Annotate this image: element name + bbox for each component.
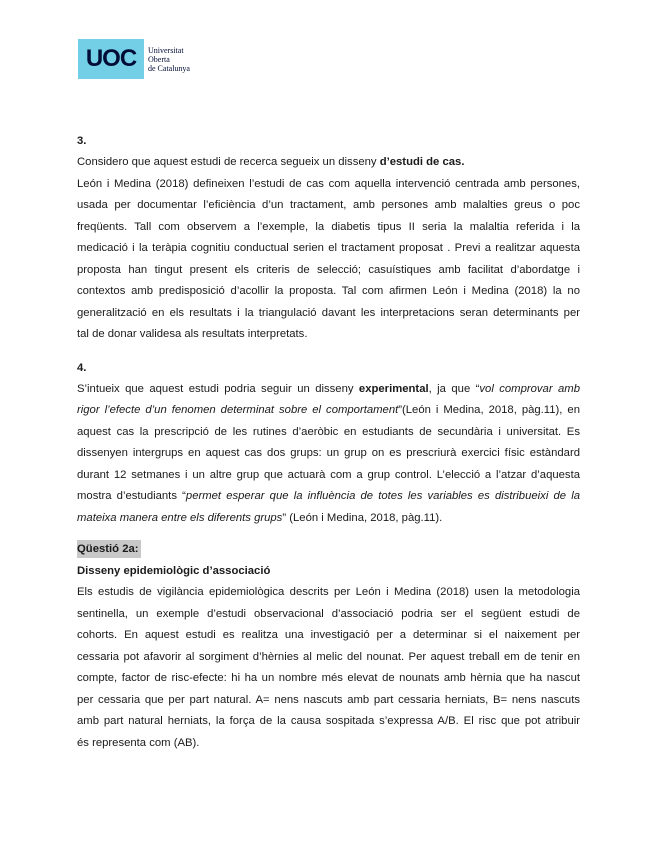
paragraph-line: aquest cas la prescripció de les rutines d’aeròbic en estudiants de secundària i universitat. Es xyxy=(77,425,580,438)
paragraph-line: durant 12 setmanes i un altre grup que actuarà com a grup control. L’elecció a l’atzar d’aquesta xyxy=(77,468,580,481)
text-run-italic: mateixa manera entre els diferents grups xyxy=(77,511,283,524)
question-2a-heading-row xyxy=(77,538,580,560)
section-4 xyxy=(77,379,580,530)
paragraph-line: freqüents. Tall com observem a l’exemple, la diabetis tipus II seria la malaltia referida i la xyxy=(77,220,580,233)
paragraph-line: sentinella, un exemple d’estudi observacional d’associació podria ser el següent estudi de xyxy=(77,607,580,620)
text-run-italic: rigor l’efecte d’un fenomen determinat sobre el comportament xyxy=(77,404,399,416)
logo-line-1: Universitat xyxy=(148,45,184,55)
paragraph-line: compte, factor de risc-efecte: hi ha un nombre més elevat de nounats amb hèrnia que ha nascut xyxy=(77,672,580,684)
section-3-number: 3. xyxy=(77,135,87,147)
section-3 xyxy=(77,152,580,346)
question-2a-heading: Qüestió 2a: xyxy=(77,540,141,558)
text-run-italic: vol comprovar amb xyxy=(479,382,580,395)
paragraph-line: generalització en els resultats i la triangulació davant les interpretacions seran determinants per xyxy=(77,306,580,319)
uoc-logo xyxy=(78,38,190,80)
paragraph-line: dissenyen intergrups en aquest cas dos grups: un grup on es prescriurà exercici físic estàndard xyxy=(77,447,580,459)
section-3-intro xyxy=(77,152,580,174)
text-run: mostra d’estudiants “ xyxy=(77,490,186,502)
text-run: S’intueix que aquest estudi podria seguir un disseny xyxy=(77,382,359,395)
paragraph-line: amb part natural herniats, la força de la causa sospitada s’expressa A/B. El risc que pot atribuir xyxy=(77,715,580,727)
paragraph-line: Els estudis de vigilància epidemiològica descrits per León i Medina (2018) usen la metodologia xyxy=(77,586,580,598)
text-run: ”(León i Medina, 2018, pàg.11), en xyxy=(398,404,580,416)
paragraph-line xyxy=(77,400,580,422)
paragraph-line: León i Medina (2018) defineixen l’estudi de cas com aquella intervenció centrada amb persones, xyxy=(77,177,580,190)
section-4-number: 4. xyxy=(77,361,87,374)
paragraph-line: proposta han tingut present els criteris de selecció; casuístiques amb facilitat d’abordatge i xyxy=(77,263,580,276)
paragraph-line: cessaria pot afavorir al sorgiment d’hèrnies al melic del nounat. Per aquest treball em de tenir en xyxy=(77,650,580,663)
paragraph-line: contextos amb predisposició d’acollir la proposta. Tal com afirmen León i Medina (2018) la no xyxy=(77,285,580,297)
paragraph-line xyxy=(77,486,580,508)
document-body xyxy=(77,130,580,754)
paragraph-line: tal de donar validesa als resultats interpretats. xyxy=(77,328,308,340)
paragraph-line: usada per documentar l’eficiència d’un tractament, amb persones amb malalties greus o poc xyxy=(77,199,580,211)
question-2a-body xyxy=(77,582,580,754)
paragraph-line xyxy=(77,379,580,401)
text-run-italic: permet esperar que la influència de totes les variables es distribueixi de la xyxy=(185,490,580,502)
logo-line-2: Oberta xyxy=(148,54,170,64)
text-run-bold: experimental xyxy=(358,382,429,395)
paragraph-line: cohorts. En aquest estudi es realitza una investigació per a determinar si el naixement per xyxy=(77,629,580,641)
text-run: ” (León i Medina, 2018, pàg.11). xyxy=(282,511,443,524)
section-3-intro-text: Considero que aquest estudi de recerca segueix un disseny xyxy=(77,156,380,168)
uoc-logo-text xyxy=(148,46,190,73)
question-2a-subtitle: Disseny epidemiològic d’associació xyxy=(77,565,271,577)
paragraph-line xyxy=(77,508,580,530)
logo-line-3: de Catalunya xyxy=(148,63,190,73)
paragraph-line: per cessaria que per part natural. A= nens nascuts amb part cessaria herniats, B= nens nascuts xyxy=(77,693,580,706)
section-3-intro-bold: d’estudi de cas. xyxy=(379,156,465,168)
paragraph-line: és representa com (AB). xyxy=(77,736,200,749)
text-run: , ja que “ xyxy=(428,382,480,395)
paragraph-line: medicació i la teràpia cognitiu conductual serien el tractament proposat . Previ a realitzar aquesta xyxy=(77,242,580,254)
uoc-logo-mark: UOC xyxy=(78,39,144,79)
